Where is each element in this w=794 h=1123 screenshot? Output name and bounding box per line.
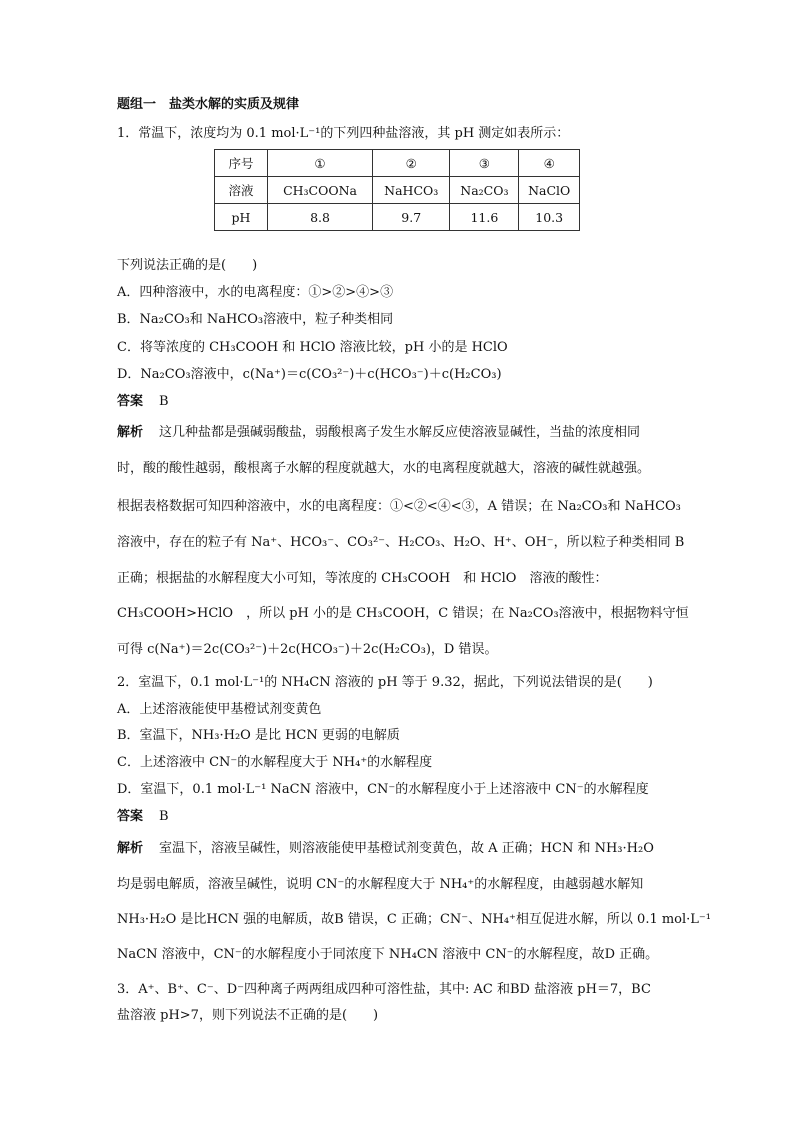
- solution-4: NaClO: [519, 177, 580, 204]
- col-number-4: ④: [519, 150, 580, 177]
- q2-analysis-line-3: NH₃·H₂O 是比HCN 强的电解质，故B 错误，C 正确；CN⁻、NH₄⁺相互促进水解，所以 0.1 mol·L⁻¹: [117, 912, 712, 927]
- analysis-text: 室温下，溶液呈碱性，则溶液能使甲基橙试剂变黄色，故 A 正确；HCN 和 NH₃·H₂O: [159, 841, 654, 856]
- q2-option-a: A．上述溶液能使甲基橙试剂变黄色: [117, 702, 322, 717]
- q1-analysis-line-6: CH₃COOH>HClO ，所以 pH 小的是 CH₃COOH，C 错误；在 Na₂CO₃溶液中，根据物料守恒: [117, 606, 689, 621]
- solution-1: CH₃COONa: [268, 177, 373, 204]
- ph-4: 10.3: [519, 204, 580, 231]
- q2-option-b: B．室温下，NH₃·H₂O 是比 HCN 更弱的电解质: [117, 728, 400, 743]
- q1-analysis-line-4: 溶液中，存在的粒子有 Na⁺、HCO₃⁻、CO₃²⁻、H₂CO₃、H₂O、H⁺、OH⁻，所以粒子种类相同 B: [117, 535, 685, 550]
- col-number-3: ③: [450, 150, 519, 177]
- solution-2: NaHCO₃: [373, 177, 450, 204]
- q1-option-c: C．将等浓度的 CH₃COOH 和 HClO 溶液比较，pH 小的是 HClO: [117, 340, 508, 355]
- ph-table: [214, 149, 580, 231]
- analysis-label: 解析: [117, 425, 144, 440]
- ph-1: 8.8: [268, 204, 373, 231]
- q1-analysis-line-7: 可得 c(Na⁺)＝2c(CO₃²⁻)＋2c(HCO₃⁻)＋2c(H₂CO₃)，D 错误。: [117, 642, 498, 657]
- q1-analysis-line-1: [117, 425, 640, 441]
- q2-analysis-line-4: NaCN 溶液中，CN⁻的水解程度小于同浓度下 NH₄CN 溶液中 CN⁻的水解程度，故D 正确。: [117, 947, 659, 962]
- answer-value: B: [159, 809, 169, 824]
- col-number-1: ①: [268, 150, 373, 177]
- q2-option-c: C．上述溶液中 CN⁻的水解程度大于 NH₄⁺的水解程度: [117, 755, 433, 770]
- ph-3: 11.6: [450, 204, 519, 231]
- table-row-ph: [215, 204, 580, 231]
- q1-answer: [117, 394, 169, 410]
- analysis-text: 这几种盐都是强碱弱酸盐，弱酸根离子发生水解反应使溶液显碱性，当盐的浓度相同: [159, 425, 641, 440]
- q3-stem-line-1: 3．A⁺、B⁺、C⁻、D⁻四种离子两两组成四种可溶性盐，其中: AC 和BD 盐溶液 pH＝7，BC: [117, 982, 651, 997]
- table-row-solution: [215, 177, 580, 204]
- row-label-solution: 溶液: [215, 177, 268, 204]
- ph-2: 9.7: [373, 204, 450, 231]
- q1-question: 下列说法正确的是( ): [117, 258, 258, 273]
- row-label-ph: pH: [215, 204, 268, 231]
- answer-value: B: [159, 394, 169, 409]
- q2-analysis-line-2: 均是弱电解质，溶液呈碱性，说明 CN⁻的水解程度大于 NH₄⁺的水解程度，由越弱越水解知: [117, 877, 644, 892]
- analysis-label: 解析: [117, 841, 144, 856]
- q3-stem-line-2: 盐溶液 pH>7，则下列说法不正确的是( ): [117, 1008, 379, 1023]
- q2-analysis-line-1: [117, 841, 654, 857]
- solution-3: Na₂CO₃: [450, 177, 519, 204]
- q1-option-b: B．Na₂CO₃和 NaHCO₃溶液中，粒子种类相同: [117, 312, 394, 327]
- answer-label: 答案: [117, 394, 144, 409]
- q1-stem: 1．常温下，浓度均为 0.1 mol·L⁻¹的下列四种盐溶液，其 pH 测定如表所示：: [117, 126, 570, 141]
- answer-label: 答案: [117, 809, 144, 824]
- q1-option-d: D．Na₂CO₃溶液中，c(Na⁺)＝c(CO₃²⁻)＋c(HCO₃⁻)＋c(H₂CO₃): [117, 367, 502, 382]
- table-row-index: [215, 150, 580, 177]
- col-number-2: ②: [373, 150, 450, 177]
- section-title: 题组一 盐类水解的实质及规律: [117, 97, 300, 112]
- q2-answer: [117, 809, 169, 825]
- q1-analysis-line-3: 根据表格数据可知四种溶液中，水的电离程度：①<②<④<③，A 错误；在 Na₂CO₃和 NaHCO₃: [117, 499, 681, 514]
- q2-option-d: D．室温下，0.1 mol·L⁻¹ NaCN 溶液中，CN⁻的水解程度小于上述溶液中 CN⁻的水解程度: [117, 782, 649, 797]
- row-label-index: 序号: [215, 150, 268, 177]
- q1-analysis-line-5: 正确；根据盐的水解程度大小可知，等浓度的 CH₃COOH 和 HClO 溶液的酸性：: [117, 571, 608, 586]
- q1-analysis-line-2: 时，酸的酸性越弱，酸根离子水解的程度就越大，水的电离程度就越大，溶液的碱性就越强。: [117, 461, 651, 476]
- q1-option-a: A．四种溶液中，水的电离程度：①>②>④>③: [117, 285, 394, 300]
- q2-stem: 2．室温下，0.1 mol·L⁻¹的 NH₄CN 溶液的 pH 等于 9.32，据此，下列说法错误的是( ): [117, 675, 653, 690]
